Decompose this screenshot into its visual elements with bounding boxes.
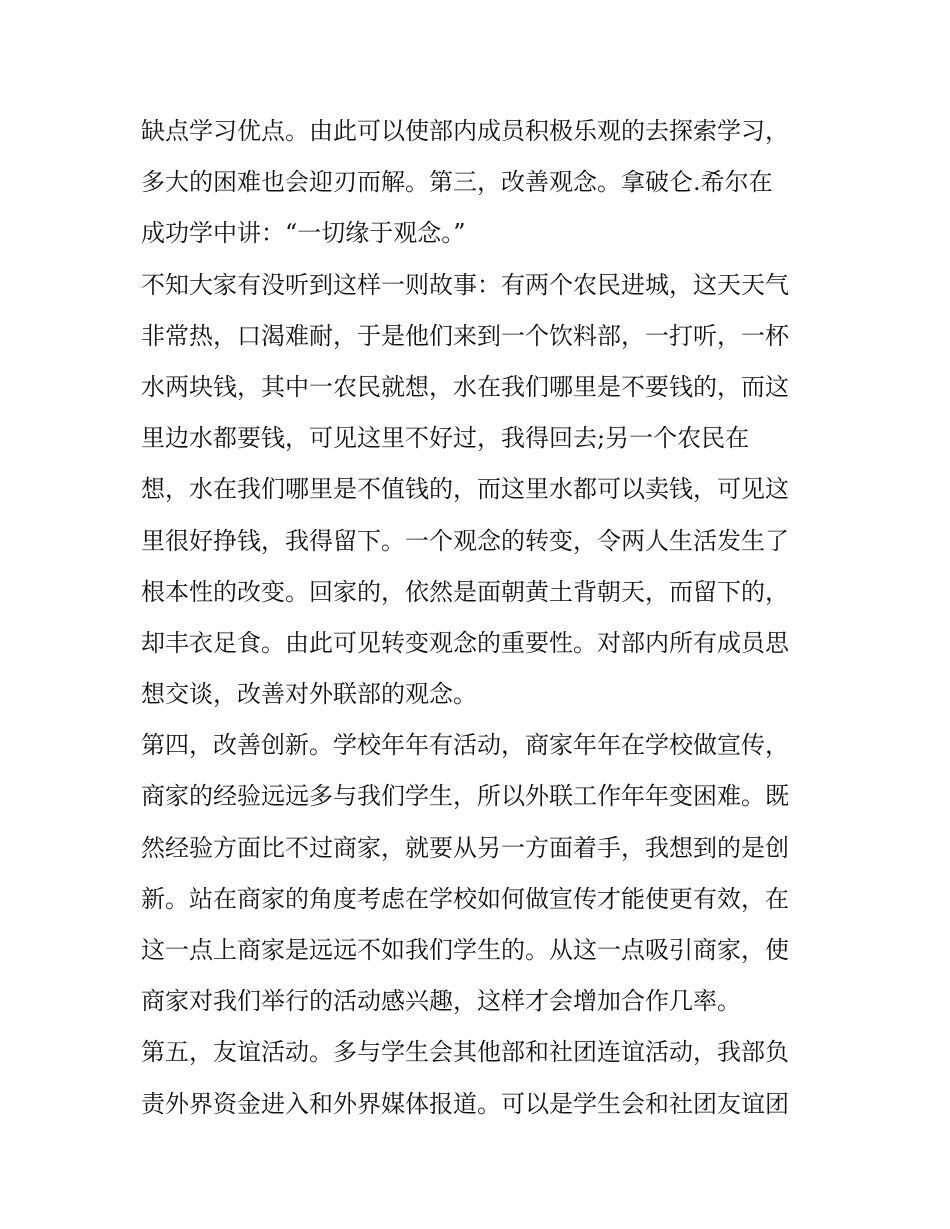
text-line: 新。站在商家的角度考虑在学校如何做宣传才能使更有效，在: [141, 884, 789, 913]
text-line: 这一点上商家是远远不如我们学生的。从这一点吸引商家，使: [141, 936, 789, 964]
text-line: 根本性的改变。回家的，依然是面朝黄土背朝天，而留下的，: [141, 577, 789, 606]
document-body: [141, 106, 821, 1130]
text-line: 责外界资金进入和外界媒体报道。可以是学生会和社团友谊团: [141, 1089, 789, 1118]
text-line: 不知大家有没听到这样一则故事：有两个农民进城，这天天气: [141, 270, 789, 299]
text-line: 却丰衣足食。由此可见转变观念的重要性。对部内所有成员思: [141, 628, 789, 657]
text-line: 第四，改善创新。学校年年有活动，商家年年在学校做宣传，: [141, 731, 789, 760]
text-line: 缺点学习优点。由此可以使部内成员积极乐观的去探索学习，: [141, 117, 789, 145]
text-line: 想，水在我们哪里是不值钱的，而这里水都可以卖钱，可见这: [141, 475, 789, 504]
text-line: 水两块钱，其中一农民就想，水在我们哪里是不要钱的，而这: [141, 372, 789, 401]
text-line: 商家的经验远远多与我们学生，所以外联工作年年变困难。既: [141, 782, 789, 811]
text-line: 里边水都要钱，可见这里不好过，我得回去;另一个农民在: [141, 424, 750, 453]
text-line: 多大的困难也会迎刃而解。第三，改善观念。拿破仑.希尔在: [141, 168, 773, 197]
text-line: 成功学中讲：“一切缘于观念。”: [141, 219, 466, 248]
text-line: 想交谈，改善对外联部的观念。: [141, 680, 477, 709]
text-line: 第五，友谊活动。多与学生会其他部和社团连谊活动，我部负: [141, 1038, 789, 1067]
text-line: 商家对我们举行的活动感兴趣，这样才会增加合作几率。: [141, 987, 741, 1016]
text-line: 里很好挣钱，我得留下。一个观念的转变，令两人生活发生了: [141, 526, 789, 555]
text-line: 非常热，口渴难耐，于是他们来到一个饮料部，一打听，一杯: [141, 321, 789, 350]
text-line: 然经验方面比不过商家，就要从另一方面着手，我想到的是创: [141, 833, 789, 862]
